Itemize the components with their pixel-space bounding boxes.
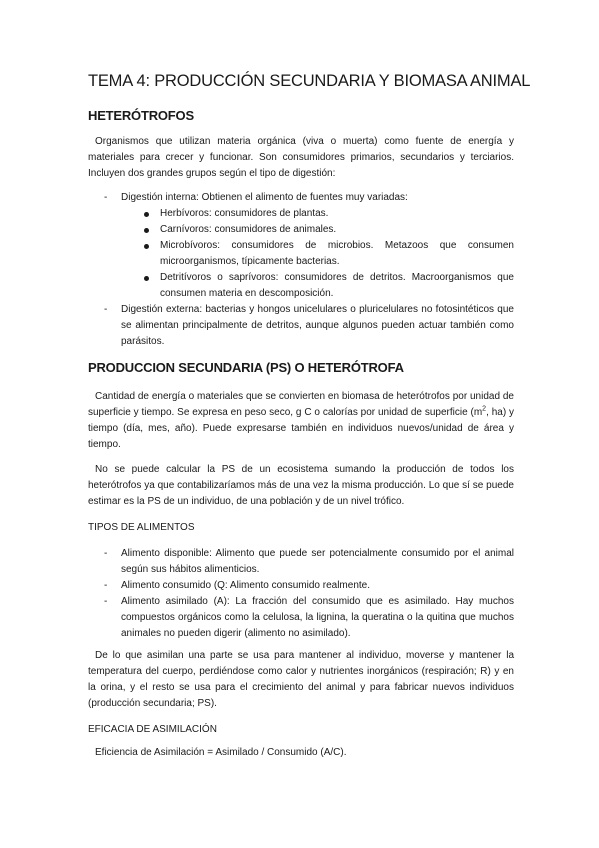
dash-marker: - [104,580,108,591]
paragraph-heterotrofos-intro: Organismos que utilizan materia orgánica (viva o muerta) como fuente de energía y materiales para crecer y funcionar. Son consumidores primarios, secundarios y terciarios. Incluyen dos grandes grupos según el tipo de digestión: [88,136,514,179]
heading-eficacia-asimilacion: EFICACIA DE ASIMILACIÓN [88,724,217,735]
list-item-text: Alimento disponible: Alimento que puede ser potencialmente consumido por el animal según sus hábitos alimenticios. [121,548,514,575]
list-item-detritivoros [143,270,514,302]
list-item-text: Alimento consumido (Q: Alimento consumido realmente. [121,580,371,591]
dash-marker: - [104,548,108,559]
paragraph-text: Cantidad de energía o materiales que se convierten en biomasa de heterótrofos por unidad de superficie y tiempo. Se expresa en peso seco, g C o calorías por unidad de superficie (m [88,391,514,418]
list-item-alimento-consumido [104,578,514,594]
list-item-text: Digestión interna: Obtienen el alimento de fuentes muy variadas: [121,192,408,203]
list-item-text: Detritívoros o saprívoros: consumidores de detritos. Macroorganismos que consumen materia en descomposición. [160,272,514,299]
list-item-alimento-asimilado [104,594,514,642]
list-digestion-interna-subtypes [143,206,514,302]
page-title: TEMA 4: PRODUCCIÓN SECUNDARIA Y BIOMASA ANIMAL [88,72,531,90]
list-item-text: Alimento asimilado (A): La fracción del consumido que es asimilado. Hay muchos compuestos orgánicos como la celulosa, la lignina, la queratina o la quitina que muchos animales no pueden digerir (alimento no asimilado). [121,596,514,639]
list-item-text: Carnívoros: consumidores de animales. [160,224,337,235]
heading-produccion-secundaria: PRODUCCION SECUNDARIA (PS) O HETERÓTROFA [88,360,404,375]
paragraph-ps-calculation: No se puede calcular la PS de un ecosistema sumando la producción de todos los heterótrofos ya que contabilizaríamos más de una vez la misma producción. Lo que sí se puede estimar es la PS de un individuo, de una población y de un nivel trófico. [88,464,514,507]
superscript: 2 [482,405,487,413]
list-tipos-alimentos [104,546,514,642]
list-digestion-types [104,190,514,350]
paragraph-text: , ha) y tiempo (día, mes, año). Puede expresarse también en individuos nuevos/unidad de área y tiempo. [88,407,514,450]
list-item-text: Digestión externa: bacterias y hongos unicelulares o pluricelulares no fotosintéticos que se alimentan principalmente de detritos, aunque algunos pueden actuar también como parásitos. [121,304,514,347]
heading-tipos-alimentos: TIPOS DE ALIMENTOS [88,522,195,533]
bullet-icon [144,244,149,249]
list-item-text: Microbívoros: consumidores de microbios. Metazoos que consumen microorganismos, típicamente bacterias. [160,240,514,267]
list-item-text: Herbívoros: consumidores de plantas. [160,208,329,219]
list-item-digestion-externa [104,302,514,350]
list-item-herbivoros [143,206,514,222]
list-item-alimento-disponible [104,546,514,578]
bullet-icon [144,276,149,281]
dash-marker: - [104,304,108,315]
list-item-digestion-interna [104,190,514,302]
paragraph-asimilacion-uso: De lo que asimilan una parte se usa para mantener al individuo, moverse y mantener la temperatura del cuerpo, perdiéndose como calor y nutrientes inorgánicos (respiración; R) y en la orina, y el resto se usa para el crecimiento del animal y para fabricar nuevos individuos (producción secundaria; PS). [88,650,514,709]
dash-marker: - [104,596,108,607]
heading-heterotrofos: HETERÓTROFOS [88,108,194,123]
dash-marker: - [104,192,108,203]
list-item-microbivoros [143,238,514,270]
bullet-icon [144,212,149,217]
formula-eficiencia-asimilacion: Eficiencia de Asimilación = Asimilado / Consumido (A/C). [95,747,347,758]
bullet-icon [144,228,149,233]
list-item-carnivoros [143,222,514,238]
paragraph-ps-definition [88,389,514,453]
